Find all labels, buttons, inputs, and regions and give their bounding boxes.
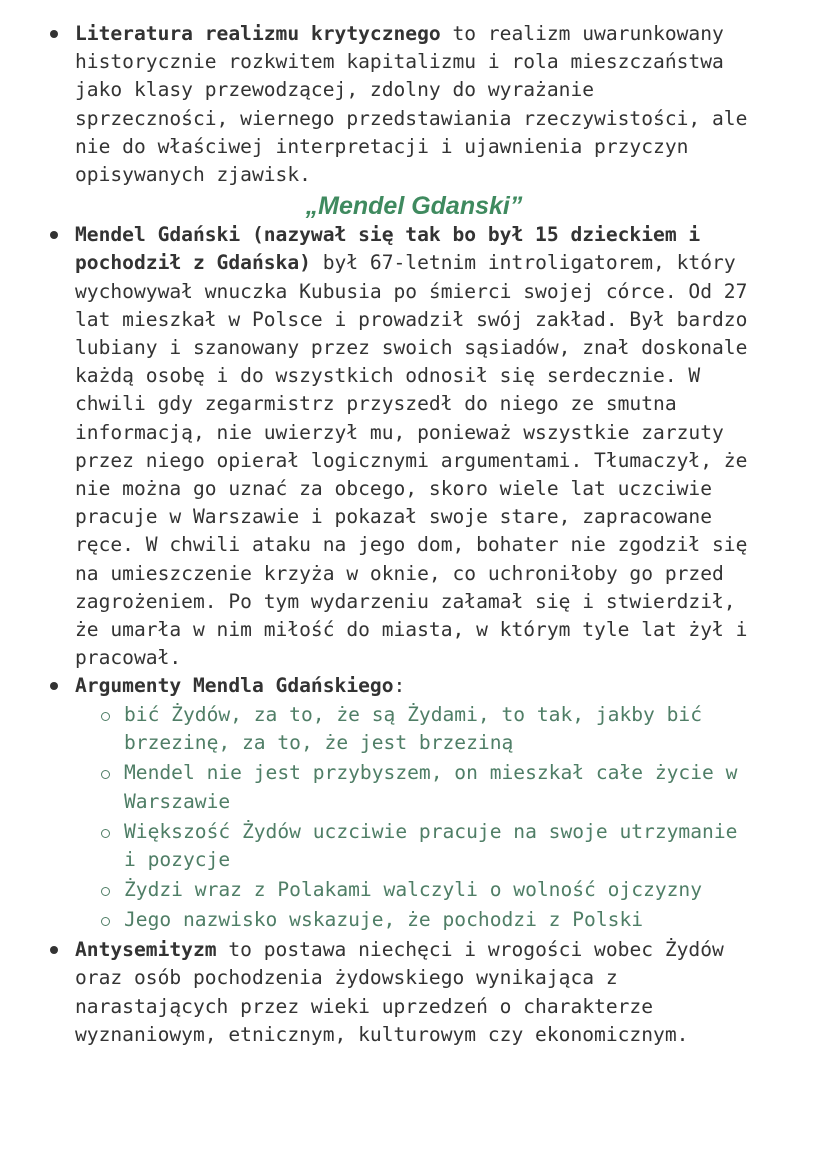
bullet-mendel-gdanski (0, 221, 828, 672)
bullet-antysemityzm (0, 936, 828, 1049)
circle-bullet-icon (101, 917, 110, 926)
bullet-icon (50, 946, 58, 954)
document-page (0, 20, 828, 1049)
list-item (0, 701, 828, 758)
bullet-icon (50, 30, 58, 38)
circle-bullet-icon (101, 829, 110, 838)
circle-bullet-icon (101, 770, 110, 779)
colon: : (393, 674, 406, 698)
list-item (0, 876, 828, 905)
list-item (0, 818, 828, 875)
argument-text: Jego nazwisko wskazuje, że pochodzi z Polski (124, 908, 644, 932)
bullet-literatura-realizmu (0, 20, 828, 189)
term: Antysemityzm (75, 938, 217, 962)
definition: to realizm uwarunkowany historycznie rozkwitem kapitalizmu i rola mieszczaństwa jako klasy przewodzącej, zdolny do wyrażanie sprzeczności, wiernego przedstawiania rzeczywistości, ale nie do właściwej interpretacji i ujawnienia przyczyn opisywanych zjawisk. (75, 22, 748, 187)
circle-bullet-icon (101, 712, 110, 721)
section-title: „Mendel Gdanski” (305, 192, 523, 221)
bullet-icon (50, 682, 58, 690)
term: Literatura realizmu krytycznego (75, 22, 441, 45)
argument-text: bić Żydów, za to, że są Żydami, to tak, jakby bić brzezinę, za to, że jest brzeziną (124, 702, 703, 755)
argument-text: Mendel nie jest przybyszem, on mieszkał całe życie w Warszawie (124, 761, 738, 813)
circle-bullet-icon (101, 887, 110, 896)
definition: to postawa niechęci i wrogości wobec Żydów oraz osób pochodzenia żydowskiego wynikająca z narastających przez wieki uprzedzeń o charakterze wyznaniowym, etnicznym, kulturowym czy ekonomicznym. (75, 938, 724, 1046)
arguments-list (0, 701, 828, 935)
list-item (0, 759, 828, 816)
argument-text: Większość Żydów uczciwie pracuje na swoje utrzymanie i pozycje (124, 819, 738, 872)
term: Argumenty Mendla Gdańskiego (75, 674, 394, 698)
term: Mendel Gdański (nazywał się tak bo był 15 dzieckiem i pochodził z Gdańska) (75, 223, 701, 275)
description: był 67-letnim introligatorem, który wychowywał wnuczka Kubusia po śmierci swojej córce. Od 27 lat mieszkał w Polsce i prowadził swój zakład. Był bardzo lubiany i szanowany przez swoich sąsiadów, znał doskonale każdą osobę i do wszystkich odnosił się serdecznie. W chwili gdy zegarmistrz przyszedł do niego ze smutna informacją, nie uwierzył mu, ponieważ wszystkie zarzuty przez niego opierał logicznymi argumentami. Tłumaczył, że nie można go uznać za obcego, skoro wiele lat uczciwie pracuje w Warszawie i pokazał swoje stare, zapracowane ręce. W chwili ataku na jego dom, bohater nie zgodził się na umieszczenie krzyża w oknie, co uchroniłoby go przed zagrożeniem. Po tym wydarzeniu załamał się i stwierdził, że umarła w nim miłość do miasta, w którym tyle lat żył i pracował. (75, 251, 748, 670)
list-item (0, 906, 828, 935)
bullet-icon (50, 231, 58, 239)
bullet-argumenty (0, 672, 828, 700)
argument-text: Żydzi wraz z Polakami walczyli o wolność ojczyzny (124, 878, 703, 902)
